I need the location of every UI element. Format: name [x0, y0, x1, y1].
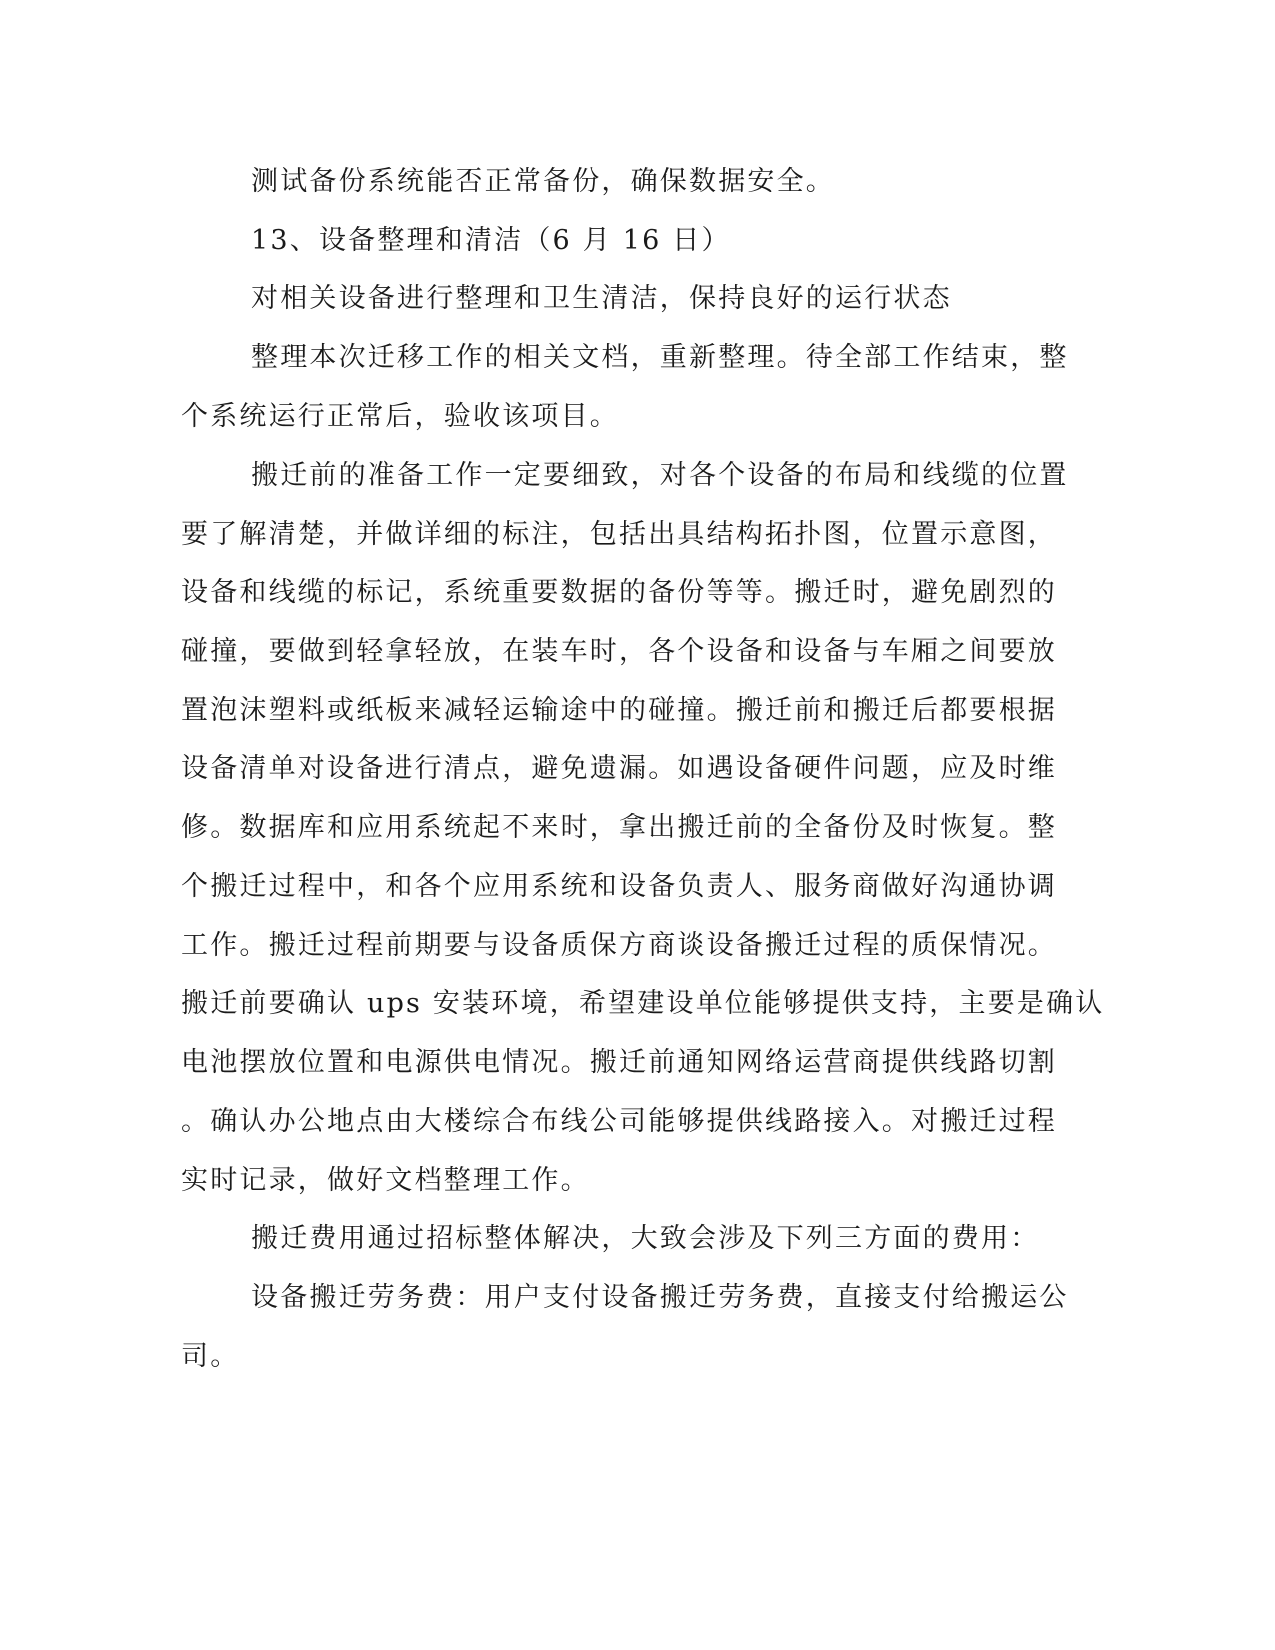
text-line-6: 搬迁前的准备工作一定要细致，对各个设备的布局和线缆的位置: [251, 460, 1069, 491]
text-line-19: 搬迁费用通过招标整体解决，大致会涉及下列三方面的费用：: [251, 1223, 1040, 1254]
text-line-11: 设备清单对设备进行清点，避免遗漏。如遇设备硬件问题，应及时维: [181, 753, 1057, 784]
text-line-13: 个搬迁过程中，和各个应用系统和设备负责人、服务商做好沟通协调: [181, 871, 1057, 902]
text-line-21: 司。: [181, 1341, 240, 1372]
text-line-16: 电池摆放位置和电源供电情况。搬迁前通知网络运营商提供线路切割: [181, 1047, 1057, 1078]
text-line-10: 置泡沫塑料或纸板来减轻运输途中的碰撞。搬迁前和搬迁后都要根据: [181, 695, 1057, 726]
text-line-4: 整理本次迁移工作的相关文档，重新整理。待全部工作结束，整: [251, 342, 1069, 373]
text-line-12: 修。数据库和应用系统起不来时，拿出搬迁前的全备份及时恢复。整: [181, 812, 1057, 843]
text-line-18: 实时记录，做好文档整理工作。: [181, 1165, 590, 1196]
text-line-9: 碰撞，要做到轻拿轻放，在装车时，各个设备和设备与车厢之间要放: [181, 636, 1057, 667]
text-line-3: 对相关设备进行整理和卫生清洁，保持良好的运行状态: [251, 283, 952, 314]
text-line-8: 设备和线缆的标记，系统重要数据的备份等等。搬迁时，避免剧烈的: [181, 577, 1057, 608]
text-line-1: 测试备份系统能否正常备份，确保数据安全。: [251, 166, 835, 197]
text-line-2: 13、设备整理和清洁（6 月 16 日）: [251, 225, 731, 256]
text-line-15: 搬迁前要确认 ups 安装环境，希望建设单位能够提供支持，主要是确认: [181, 988, 1105, 1019]
text-line-7: 要了解清楚，并做详细的标注，包括出具结构拓扑图，位置示意图，: [181, 519, 1057, 550]
text-line-20: 设备搬迁劳务费：用户支付设备搬迁劳务费，直接支付给搬运公: [251, 1282, 1069, 1313]
text-line-17: 。确认办公地点由大楼综合布线公司能够提供线路接入。对搬迁过程: [181, 1106, 1057, 1137]
text-line-5: 个系统运行正常后，验收该项目。: [181, 401, 619, 432]
text-line-14: 工作。搬迁过程前期要与设备质保方商谈设备搬迁过程的质保情况。: [181, 930, 1057, 961]
